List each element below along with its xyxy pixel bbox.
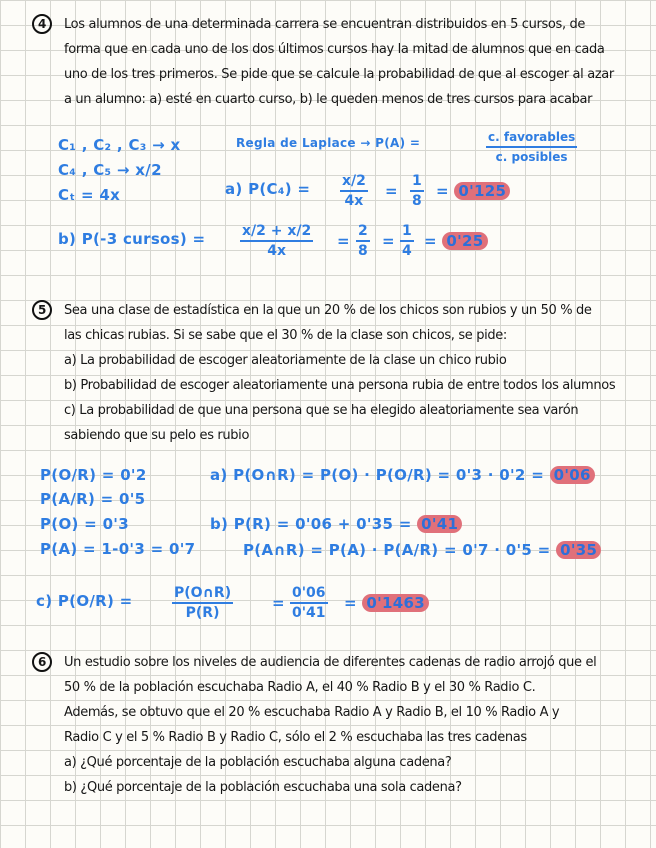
numerator: 0'06: [290, 584, 328, 604]
answer-5c-lhs: c) P(O/R) =: [36, 592, 133, 610]
statement-line: a un alumno: a) esté en cuarto curso, b) le queden menos de tres cursos para acabar: [64, 92, 593, 107]
statement-line: a) La probabilidad de escoger aleatoriamente de la clase un chico rubio: [64, 353, 507, 368]
numerator: 2: [356, 222, 370, 242]
problem-number-4: 4: [32, 14, 52, 34]
problem-number-6: 6: [32, 652, 52, 672]
statement-line: uno de los tres primeros. Se pide que se calcule la probabilidad de que al escoger al azar: [64, 67, 614, 82]
fraction-4a-1: [340, 172, 368, 210]
result-highlight: 0'06: [550, 466, 595, 484]
answer-4b-lhs: b) P(-3 cursos) =: [58, 230, 206, 248]
denominator: 4x: [344, 193, 364, 209]
numerator: x/2 + x/2: [240, 222, 313, 242]
answer-5a-expr: a) P(O∩R) = P(O) · P(O/R) = 0'3 · 0'2 =: [210, 466, 545, 484]
laplace-numerator: c. favorables: [486, 128, 577, 148]
answer-5b-intersection: [243, 541, 601, 559]
statement-line: Radio C y el 5 % Radio B y Radio C, sólo el 2 % escuchaba las tres cadenas: [64, 730, 527, 745]
statement-line: Un estudio sobre los niveles de audiencia de diferentes cadenas de radio arrojó que el: [64, 655, 597, 670]
equals: =: [385, 182, 398, 200]
equals: =: [337, 232, 350, 250]
statement-line: sabiendo que su pelo es rubio: [64, 428, 250, 443]
answer-4a-result: = 0'125: [436, 182, 510, 200]
denominator: 8: [358, 243, 368, 259]
denominator: P(R): [185, 605, 220, 621]
problem-6-statement: [30, 650, 640, 800]
numerator: P(O∩R): [172, 584, 233, 604]
problem-4-statement: [30, 12, 640, 112]
note-c45: C₄ , C₅ → x/2: [58, 161, 162, 179]
statement-line: Los alumnos de una determinada carrera se encuentran distribuidos en 5 cursos, de: [64, 17, 586, 32]
numerator: 1: [400, 222, 414, 242]
answer-5b-expr: b) P(R) = 0'06 + 0'35 =: [210, 515, 412, 533]
denominator: 4x: [267, 243, 287, 259]
statement-line: las chicas rubias. Si se sabe que el 30 % de la clase son chicos, se pide:: [64, 328, 507, 343]
result-highlight: 0'125: [454, 182, 510, 200]
statement-line: Sea una clase de estadística en la que un 20 % de los chicos son rubios y un 50 % de: [64, 303, 592, 318]
laplace-denominator: c. posibles: [495, 150, 568, 164]
statement-line: Además, se obtuvo que el 20 % escuchaba Radio A y Radio B, el 10 % Radio A y: [64, 705, 560, 720]
numerator: x/2: [340, 172, 368, 192]
denominator: 0'41: [292, 605, 326, 621]
answer-5c-result: = 0'1463: [344, 594, 429, 612]
answer-4b-result: = 0'25: [424, 232, 488, 250]
denominator: 4: [402, 243, 412, 259]
statement-line: c) La probabilidad de que una persona que se ha elegido aleatoriamente sea varón: [64, 403, 579, 418]
problem-number-5: 5: [32, 300, 52, 320]
note-c123: C₁ , C₂ , C₃ → x: [58, 136, 181, 154]
answer-4a-lhs: a) P(C₄) =: [225, 180, 311, 198]
note-ct: Cₜ = 4x: [58, 186, 121, 204]
equals: =: [272, 594, 285, 612]
given-p-o-r: P(O/R) = 0'2: [40, 466, 147, 484]
problem-5-statement: [30, 298, 640, 448]
statement-line: 50 % de la población escuchaba Radio A, el 40 % Radio B y el 30 % Radio C.: [64, 680, 536, 695]
fraction-5c-1: [172, 584, 233, 622]
fraction-4b-1: [240, 222, 313, 260]
statement-line: b) Probabilidad de escoger aleatoriamente una persona rubia de entre todos los alumnos: [64, 378, 616, 393]
statement-line: a) ¿Qué porcentaje de la población escuchaba alguna cadena?: [64, 755, 452, 770]
result-highlight: 0'25: [442, 232, 487, 250]
answer-5a: [210, 466, 595, 484]
answer-5b: [210, 515, 462, 533]
denominator: 8: [412, 193, 422, 209]
fraction-4b-2: [356, 222, 370, 260]
result-highlight: 0'41: [417, 515, 462, 533]
statement-line: b) ¿Qué porcentaje de la población escuchaba una sola cadena?: [64, 780, 462, 795]
statement-line: forma que en cada uno de los dos últimos cursos hay la mitad de alumnos que en cada: [64, 42, 605, 57]
result-highlight: 0'1463: [362, 594, 429, 612]
laplace-fraction: [486, 128, 577, 166]
given-p-a-r: P(A/R) = 0'5: [40, 490, 146, 508]
laplace-rule: Regla de Laplace → P(A) =: [236, 136, 421, 150]
answer-5b2-expr: P(A∩R) = P(A) · P(A/R) = 0'7 · 0'5 =: [243, 541, 551, 559]
given-p-a: P(A) = 1-0'3 = 0'7: [40, 540, 196, 558]
given-p-o: P(O) = 0'3: [40, 515, 129, 533]
fraction-5c-2: [290, 584, 328, 622]
numerator: 1: [410, 172, 424, 192]
equals: =: [382, 232, 395, 250]
result-highlight: 0'35: [556, 541, 601, 559]
fraction-4b-3: [400, 222, 414, 260]
fraction-4a-2: [410, 172, 424, 210]
